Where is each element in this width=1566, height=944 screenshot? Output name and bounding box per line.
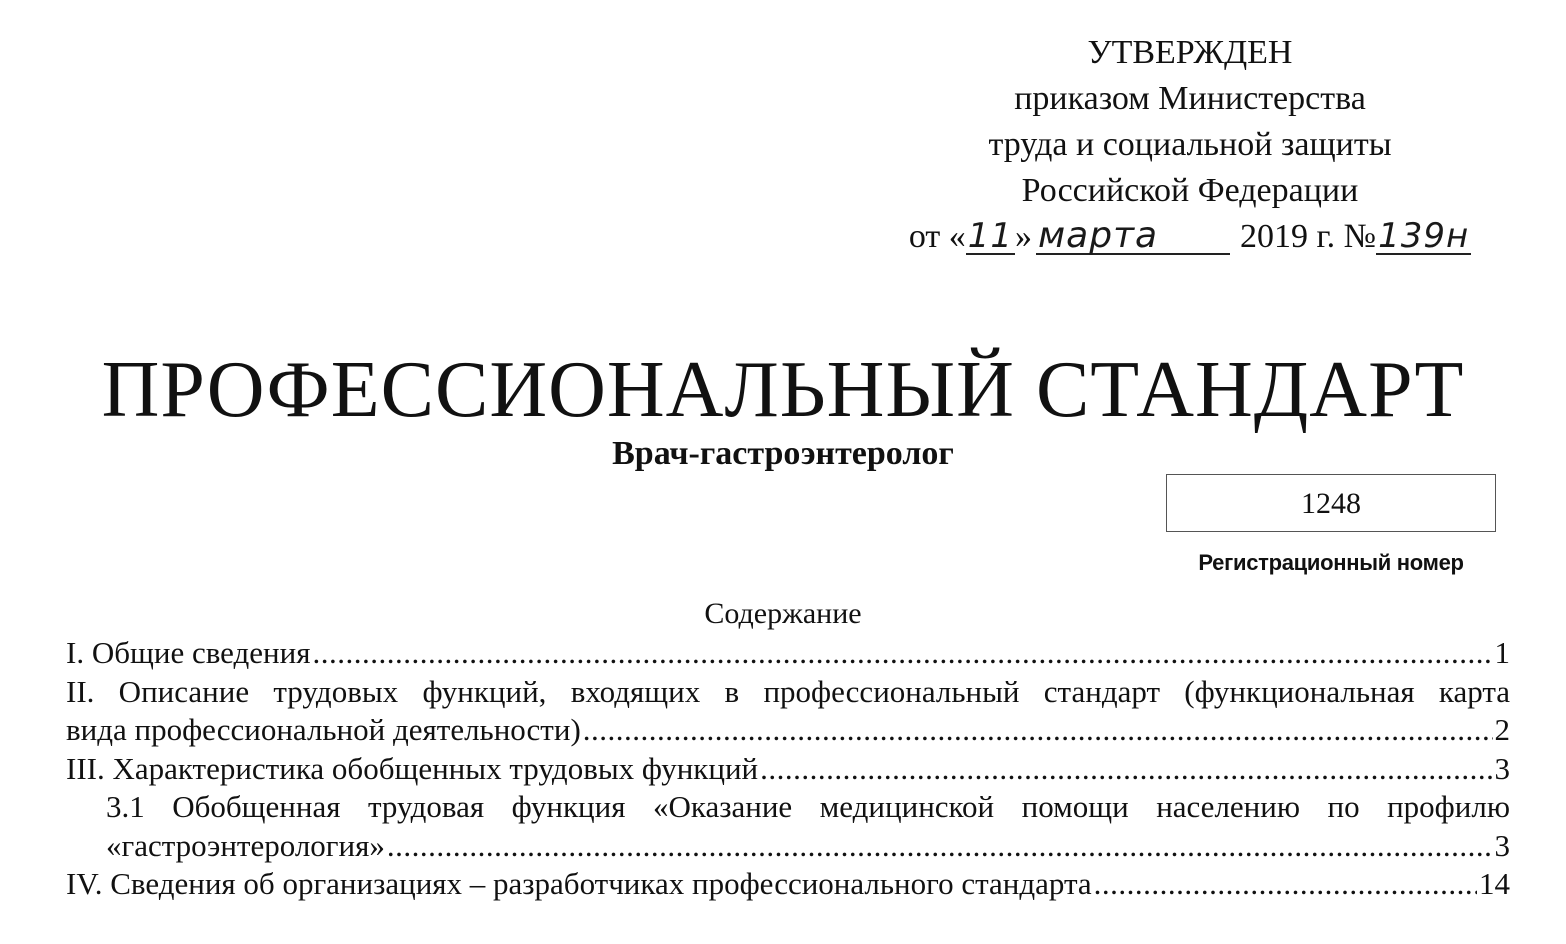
table-of-contents xyxy=(66,634,1510,904)
approval-heading: УТВЕРЖДЕН xyxy=(1087,34,1293,71)
toc-entry-section-2[interactable] xyxy=(66,711,1510,750)
toc-entry-text: IV. Сведения об организациях – разработчиках профессионального стандарта xyxy=(66,866,1092,901)
toc-entry-text: I. Общие сведения xyxy=(66,635,311,670)
approval-line-ministry: приказом Министерства xyxy=(1014,80,1366,117)
document-title: ПРОФЕССИОНАЛЬНЫЙ СТАНДАРТ xyxy=(101,346,1465,434)
order-year: 2019 г. № xyxy=(1240,218,1377,255)
approval-line-department: труда и социальной защиты xyxy=(988,126,1392,163)
toc-title: Содержание xyxy=(704,597,862,630)
toc-entry-page: 2 xyxy=(1494,712,1510,747)
toc-leader-dots xyxy=(313,634,1493,673)
order-line xyxy=(880,214,1500,260)
registration-number: 1248 xyxy=(1301,487,1361,520)
order-quote-close: » xyxy=(1015,218,1032,255)
toc-entry-page: 3 xyxy=(1494,750,1510,786)
order-day-handwritten: 11 xyxy=(967,216,1013,256)
toc-entry-section-2-line1[interactable]: II. Описание трудовых функций, входящих в профессиональный стандарт (функциональная карта xyxy=(66,673,1510,709)
toc-entry-section-3-1-line1[interactable]: 3.1 Обобщенная трудовая функция «Оказание медицинской помощи населению по профилю xyxy=(106,789,1510,824)
order-month-handwritten: марта xyxy=(1036,219,1230,255)
toc-entry-text: вида профессиональной деятельности) xyxy=(66,712,581,747)
registration-number-box xyxy=(1166,474,1496,532)
toc-entry-text: «гастроэнтерология» xyxy=(106,827,385,863)
toc-leader-dots xyxy=(760,750,1492,789)
order-number-handwritten: 139н xyxy=(1378,216,1470,256)
toc-entry-section-1[interactable] xyxy=(66,634,1510,673)
toc-leader-dots xyxy=(387,827,1493,866)
approval-block xyxy=(880,30,1500,260)
toc-entry-section-3-1[interactable] xyxy=(66,827,1510,866)
order-prefix: от « xyxy=(908,218,966,255)
toc-entry-page: 14 xyxy=(1479,866,1510,901)
document-subtitle: Врач-гастроэнтеролог xyxy=(612,435,954,472)
toc-leader-dots xyxy=(1094,865,1477,904)
registration-caption: Регистрационный номер xyxy=(1198,550,1464,575)
toc-entry-text: III. Характеристика обобщенных трудовых функций xyxy=(66,750,759,786)
toc-entry-page: 1 xyxy=(1494,635,1510,670)
toc-entry-page: 3 xyxy=(1494,827,1510,863)
toc-entry-section-3[interactable] xyxy=(66,750,1510,789)
toc-entry-section-4[interactable] xyxy=(66,865,1510,904)
toc-leader-dots xyxy=(583,711,1493,750)
approval-line-country: Российской Федерации xyxy=(1021,172,1359,209)
